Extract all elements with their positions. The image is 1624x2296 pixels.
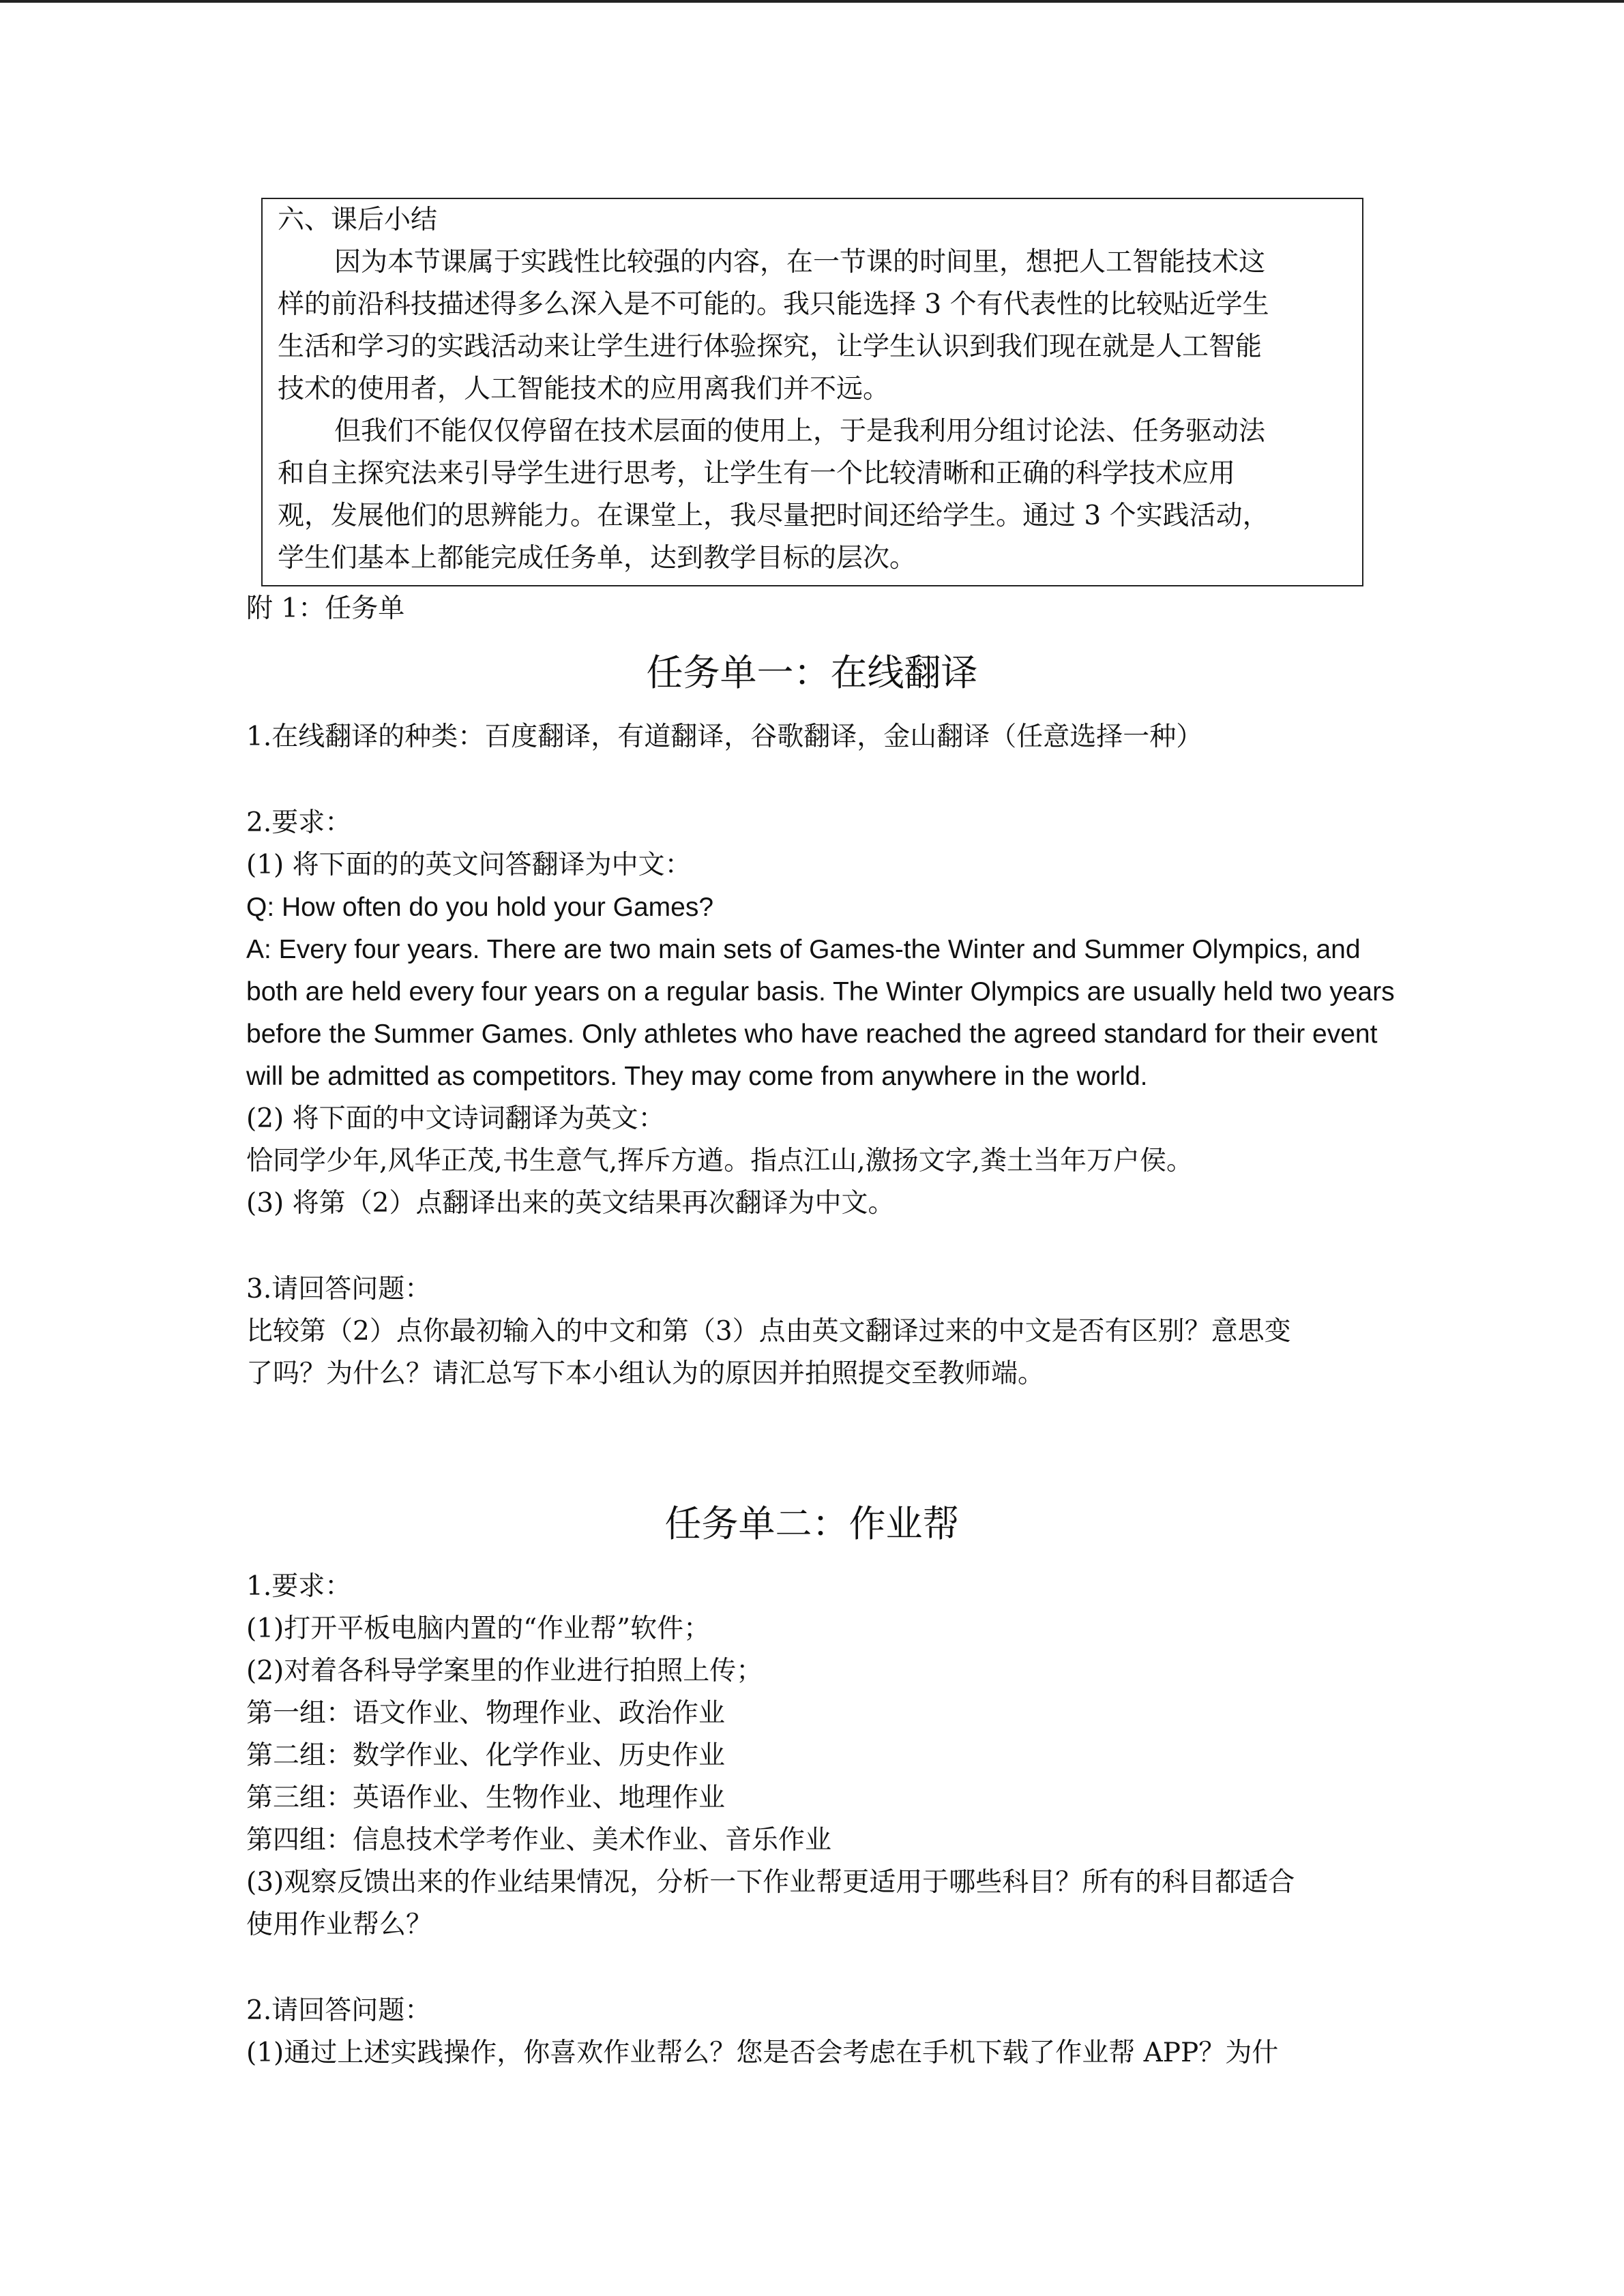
task2-group-3: 第三组：英语作业、生物作业、地理作业: [246, 1783, 726, 1813]
summary-p2-line-1: 但我们不能仅仅停留在技术层面的使用上，于是我利用分组讨论法、任务驱动法: [334, 416, 1266, 447]
summary-p1-line-4: 技术的使用者，人工智能技术的应用离我们并不远。: [278, 374, 890, 404]
task2-group-2: 第二组：数学作业、化学作业、历史作业: [246, 1740, 726, 1771]
task2-group-1: 第一组：语文作业、物理作业、政治作业: [246, 1698, 726, 1729]
task2-title: 任务单二：作业帮: [664, 1502, 960, 1545]
page-top-border: [0, 0, 1624, 3]
summary-p2-line-2: 和自主探究法来引导学生进行思考，让学生有一个比较清晰和正确的科学技术应用: [278, 458, 1236, 489]
task1-req-heading: 2.要求：: [246, 807, 352, 838]
task2-req3-line-2: 使用作业帮么？: [246, 1909, 433, 1940]
summary-p2-line-4: 学生们基本上都能完成任务单，达到教学目标的层次。: [278, 543, 917, 573]
task1-req3: (3) 将第（2）点翻译出来的英文结果再次翻译为中文。: [246, 1188, 895, 1219]
task1-req1: (1) 将下面的的英文问答翻译为中文：: [246, 850, 692, 880]
task1-question-line-2: 了吗？为什么？请汇总写下本小组认为的原因并拍照提交至教师端。: [246, 1358, 1045, 1389]
task1-answer-line-4: will be admitted as competitors. They may come from anywhere in the world.: [246, 1062, 1148, 1091]
task1-answer-line-3: before the Summer Games. Only athletes who have reached the agreed standard for their event: [246, 1019, 1378, 1049]
summary-p2-line-3: 观，发展他们的思辨能力。在课堂上，我尽量把时间还给学生。通过 3 个实践活动，: [278, 501, 1269, 531]
summary-p1-line-1: 因为本节课属于实践性比较强的内容，在一节课的时间里，想把人工智能技术这: [334, 247, 1266, 278]
appendix-label: 附 1：任务单: [246, 593, 405, 624]
task1-question: Q: How often do you hold your Games?: [246, 893, 714, 922]
task1-types: 1.在线翻译的种类：百度翻译，有道翻译，谷歌翻译，金山翻译（任意选择一种）: [246, 721, 1203, 752]
task1-question-heading: 3.请回答问题：: [246, 1274, 432, 1304]
task2-group-4: 第四组：信息技术学考作业、美术作业、音乐作业: [246, 1825, 832, 1855]
task2-req-heading: 1.要求：: [246, 1571, 352, 1602]
task1-poem: 恰同学少年,风华正茂,书生意气,挥斥方遒。指点江山,激扬文字,粪土当年万户侯。: [246, 1146, 1193, 1176]
summary-p1-line-3: 生活和学习的实践活动来让学生进行体验探究，让学生认识到我们现在就是人工智能: [278, 331, 1263, 362]
task1-answer-line-2: both are held every four years on a regular basis. The Winter Olympics are usually held two years: [246, 977, 1395, 1007]
task2-req3-line-1: (3)观察反馈出来的作业结果情况，分析一下作业帮更适用于哪些科目？所有的科目都适合: [246, 1867, 1295, 1898]
task1-req2: (2) 将下面的中文诗词翻译为英文：: [246, 1103, 665, 1134]
summary-title: 六、课后小结: [278, 205, 438, 235]
task1-answer-line-1: A: Every four years. There are two main sets of Games-the Winter and Summer Olympics, and: [246, 935, 1361, 964]
task2-req2: (2)对着各科导学案里的作业进行拍照上传；: [246, 1656, 763, 1686]
task2-question-1: (1)通过上述实践操作，你喜欢作业帮么？您是否会考虑在手机下载了作业帮 APP？为什: [246, 2038, 1279, 2068]
task1-title: 任务单一：在线翻译: [646, 651, 978, 694]
task2-question-heading: 2.请回答问题：: [246, 1995, 432, 2026]
task1-question-line-1: 比较第（2）点你最初输入的中文和第（3）点由英文翻译过来的中文是否有区别？意思变: [246, 1316, 1291, 1347]
task2-req1: (1)打开平板电脑内置的“作业帮”软件；: [246, 1613, 711, 1644]
summary-p1-line-2: 样的前沿科技描述得多么深入是不可能的。我只能选择 3 个有代表性的比较贴近学生: [278, 289, 1269, 320]
